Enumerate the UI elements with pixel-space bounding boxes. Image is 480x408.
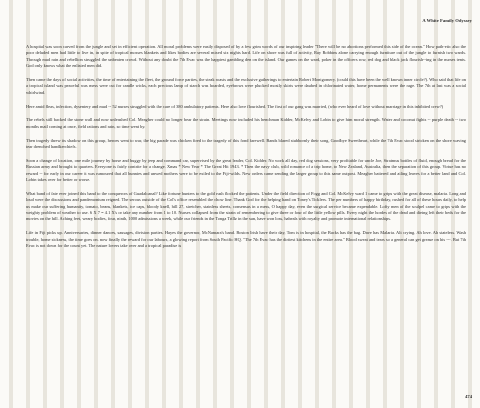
- paragraph: A hospital was soon carved from the jungle and set in efficient operation. All moral problems were easily disposed of by a few grim words of our inspiring leader "There will be no abortions performed this side of the ocean." How path-etic also the poor deluded men had little to live in, in spite of tropical mosses blankets and likes bodies are several mixed six nights hard. Life on shore was full of activity, Ray Robbins alone carrying enough furniture out of the jungle to furnish two wards. Through mud rain and rebellion struggled the unbeaten crowd. Without any doubt the 7th Evac was the happiest gambling den on the island. Our games on the ward, poker in the officers row, red dog and black jack flourish--ing in the nurses tents. God only knows what the enlisted men did.: [26, 44, 466, 69]
- body-text: [26, 44, 466, 257]
- document-page: [26, 0, 472, 408]
- paragraph: What band of fate ever joined this band to the conquerors of Guadalcanal? Like fortune hunters to the gold rush flocked the patients. Under the field direction of Fogg and Col. McKelvy ward 1 came to grips with the great disease, malaria. Long and loud were the discussions and pandemonium reigned. The serous outside of the Col's office resembled the chow line. Thank God for the helping hand on Toney's Ticklers. The per numbers of happy birthday, rushed for all of these hours daily, to help us make our suffering humanity, tomato, beans, blankets, ice caps, bloody knell, hill 27, stretcher, stainless sheets, consensus in a mess, O happy day, even the surgical service became expendable. Lofty men of the sculpel came to grips with the weighty problem of weather to use. 6 X 7 = 4.1 X's or take any number from 1 to 10. Nurses collapsed from the strain of remembering to give three or four of the little yellow pills. Every night the hordes of the dead and dieing left their beds for the movies on the hill. Aching feet, weary bodies, four, ninth, 1000 admissions a week, while our friends in the Tonga Trillz in the sun, have won loss, habeals with royalty and promote international relationships.: [26, 190, 466, 222]
- paragraph: Here amid fleas, infection, dysentery and mud -- 52 nurses struggled with the care of 380 ambulatory patients. Here also love flourished. The first of our gang was married, (who ever heard of love without marriage in this inhibited crew?): [26, 103, 444, 109]
- paragraph: Life in Fiji picks up. Anniversaries, dinner dances, sausages, division parties. Hayes the governor, McNamara's band. Boston Irish have their day, Tom is in hospital, the Backs has the bag. Dave has Malaria. Alt crying. Ah love. Ah stateless. Wash trouble, home sickness, the time goes on. now finally the reward for our labours, a glowing report from South Pacific HQ. "The 7th Evac has the dirtiest kitchens in the entire area." Blood sweat and tears so a general can get grease on his ---. But 7th Evac is not down for the count yet. The nature lovers take over and a tropical paradise is: [26, 230, 466, 249]
- page-number: 474: [465, 394, 472, 399]
- paragraph: The rebels still backed the stone wall and now unleashed Col. Meagher could no longer bear the strain. Meetings now included his henchman Kidder, McKelvy and Lobin to give him moral strength. Water and coconut fights -- purple death -- two months mail coming at once, field rations and rain, so time went by.: [26, 117, 466, 129]
- paragraph: Then tragedy threw its shadow on this group, heroes went to war, the big parade was chicken fired to the tragedy of this fond farewell. Bands blared stubbornly their song, Goodbye Sweetheart, while the 7th Evac stood stricken on the shore waving tear drenched handkerchiefs.: [26, 137, 466, 150]
- paragraph: Then came the days of social activities, the time of entertaining the fleet, the ground force parties, the steak roasts and the exclusive gatherings to entertain Robert Montgomery. (could this have been the well known inner circle?). Who said that life on a tropical island was peaceful was mess were cut for candle wicks, each precious lamp of starch was hoarded, eyebrows were plucked mostly skirts were daubed in chlorinated water, home permanents were the rage. The 7th at last was a social whirlwind.: [26, 77, 466, 95]
- running-head: A White Family Odyssey: [422, 18, 472, 23]
- paragraph: Soon a change of location, one mile journey by horse and buggy by jeep and command car, supervised by the great leader, Col. Kidder. No work all day, red dog sessions, very profitable for uncle Joe, Stratmus bottles of fluid, enough bread for the Russian army and brought to quarters. Everyone is fairly contrite for a change. Xmas * New Year * The Great Hit 1943. * Then the navy club, wild romance of a trip home, to New Zealand, Australia, then the separation of this group. Virtue has no reward -- for early in our career it was rumoured that all bunnies and unwed mothers were to be exiled to the Fiji-wilds. New orders came sending the larger group to this same outpost. Meagher battered and ailing leaves for a better land and Col. Lobin takes over for better or worse.: [26, 157, 466, 183]
